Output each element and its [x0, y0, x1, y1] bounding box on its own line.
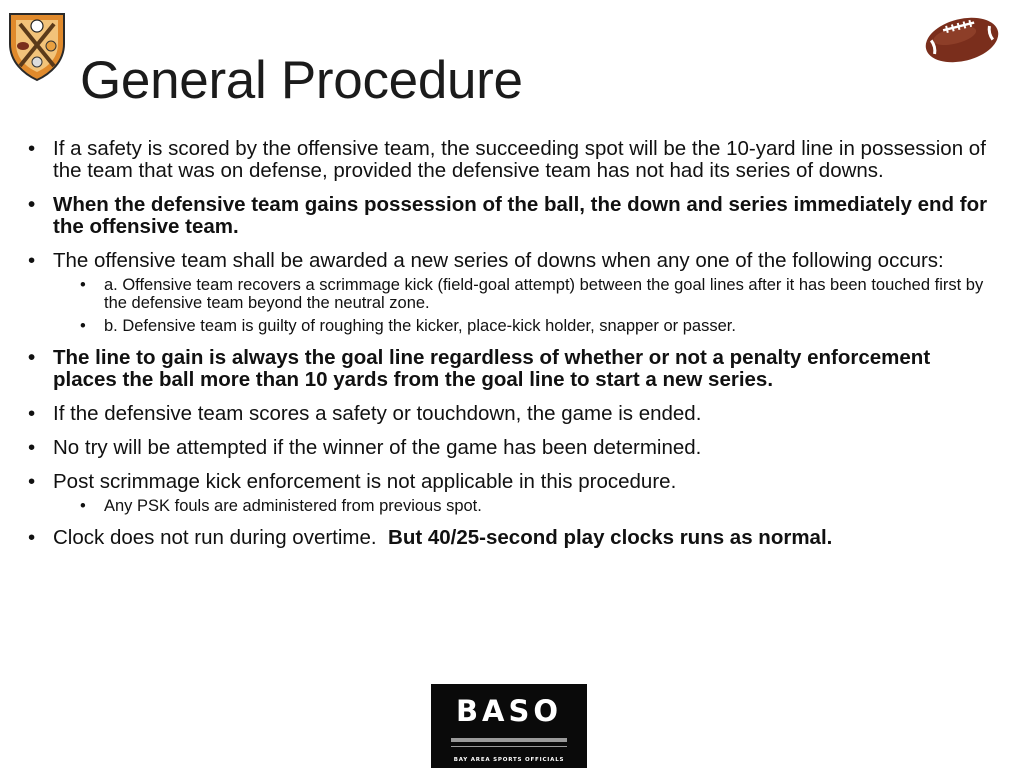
bullet-dot: •	[28, 137, 36, 160]
sub-bullet-text: b. Defensive team is guilty of roughing the kicker, place-kick holder, snapper or passer.	[104, 317, 736, 335]
bullet-text: If a safety is scored by the offensive team, the succeeding spot will be the 10-yard line in possession of the team that was on defense, provided the defensive team has not had its series of downs.	[53, 137, 986, 182]
crest-icon	[6, 10, 68, 82]
sub-bullet-dot: •	[80, 276, 86, 294]
bullet-item	[28, 194, 990, 238]
football-icon	[922, 14, 1002, 66]
sub-bullet-dot: •	[80, 497, 86, 515]
bullet-dot: •	[28, 470, 36, 493]
bullet-item	[28, 138, 990, 182]
bullet-item	[28, 347, 990, 391]
baso-logo	[431, 684, 587, 768]
bullet-item	[28, 527, 990, 549]
bullet-text: The offensive team shall be awarded a new series of downs when any one of the following occurs:	[53, 249, 944, 272]
sub-bullet-dot: •	[80, 317, 86, 335]
sub-bullet-item	[53, 276, 990, 312]
bullet-dot: •	[28, 436, 36, 459]
bullet-dot: •	[28, 346, 36, 369]
bullet-dot: •	[28, 402, 36, 425]
bullet-bold-text: But 40/25-second play clocks runs as normal.	[388, 526, 833, 549]
sub-bullet-item	[53, 317, 990, 335]
bullet-text: Post scrimmage kick enforcement is not applicable in this procedure.	[53, 470, 677, 493]
logo-wordmark: BASO	[455, 694, 563, 728]
bullet-item	[28, 250, 990, 335]
sub-bullet-text: a. Offensive team recovers a scrimmage kick (field-goal attempt) between the goal lines after it has been touched first by the defensive team beyond the neutral zone.	[104, 276, 984, 312]
bullet-text: No try will be attempted if the winner of the game has been determined.	[53, 436, 702, 459]
bullet-text: If the defensive team scores a safety or touchdown, the game is ended.	[53, 402, 702, 425]
bullet-dot: •	[28, 526, 36, 549]
bullet-item	[28, 437, 990, 459]
sub-bullet-text: Any PSK fouls are administered from previous spot.	[104, 497, 482, 515]
slide-title: General Procedure	[80, 51, 523, 110]
bullet-text: When the defensive team gains possession of the ball, the down and series immediately end for the offensive team.	[53, 193, 988, 238]
bullet-text: Clock does not run during overtime.	[53, 526, 377, 549]
logo-divider-thin	[451, 746, 567, 747]
bullet-item	[28, 471, 990, 515]
logo-tagline: BAY AREA SPORTS OFFICIALS	[453, 757, 565, 763]
bullet-dot: •	[28, 249, 36, 272]
sub-bullet-list	[53, 497, 990, 515]
bullet-item	[28, 403, 990, 425]
bullet-list	[28, 138, 990, 549]
sub-bullet-list	[53, 276, 990, 335]
logo-divider	[451, 738, 567, 742]
sub-bullet-item	[53, 497, 990, 515]
bullet-text: The line to gain is always the goal line regardless of whether or not a penalty enforcement places the ball more than 10 yards from the goal line to start a new series.	[53, 346, 931, 391]
bullet-dot: •	[28, 193, 36, 216]
bullet-list-container	[28, 138, 990, 561]
